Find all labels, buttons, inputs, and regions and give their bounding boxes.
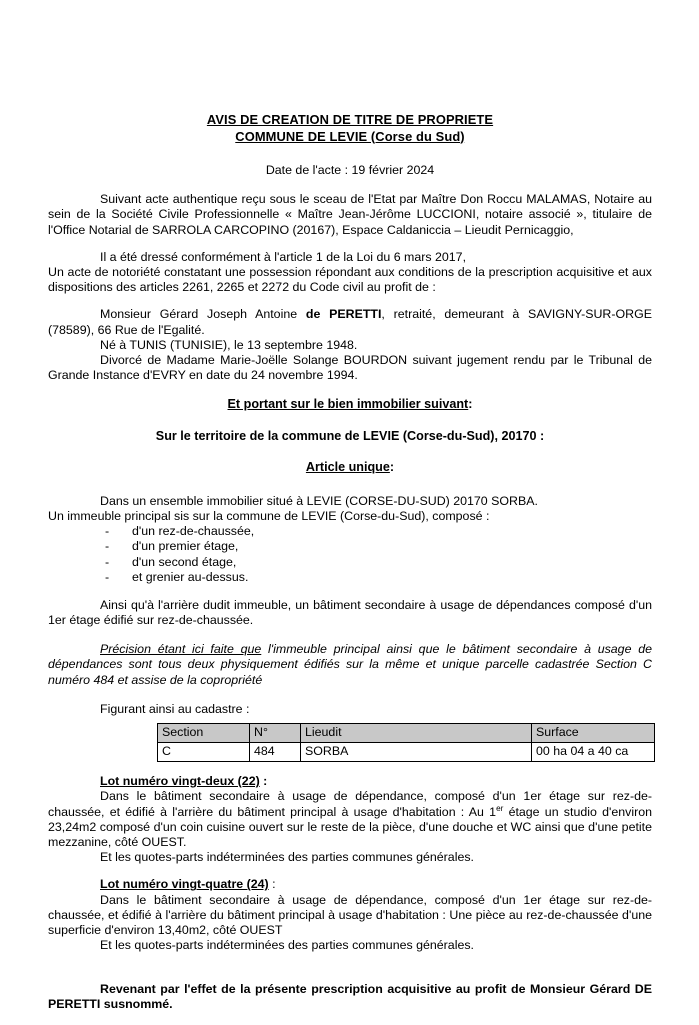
column-header-surface: Surface — [532, 723, 655, 742]
list-item-label: et grenier au-dessus. — [132, 570, 249, 585]
lot-heading-24-text: Lot numéro vingt-quatre (24) — [100, 877, 269, 892]
lot-heading-24-colon: : — [268, 877, 276, 892]
bullet-dash-icon: - — [105, 539, 110, 554]
lot-24-quotes-parts: Et les quotes-parts indéterminées des parties communes générales. — [100, 938, 474, 953]
spacer — [48, 383, 652, 397]
list-item — [48, 570, 652, 585]
spacer — [48, 145, 652, 163]
spacer — [48, 178, 652, 192]
column-header-numero: N° — [250, 723, 301, 742]
list-item — [48, 555, 652, 570]
heading-bien-immobilier — [48, 397, 652, 412]
list-item — [48, 539, 652, 554]
cadastre-intro: Figurant ainsi au cadastre : — [100, 701, 250, 716]
heading-article-unique — [48, 460, 652, 475]
spacer — [48, 954, 652, 970]
closing-paragraph: Revenant par l'effet de la présente prescription acquisitive au profit de Monsieur Gérard DE PERETTI susnommé. — [48, 981, 652, 1012]
spacer — [48, 865, 652, 877]
spacer — [48, 238, 652, 250]
heading-bien-immobilier-colon: : — [468, 397, 473, 412]
document-body — [48, 112, 652, 1025]
heading-territoire: Sur le territoire de la commune de LEVIE (Corse-du-Sud), 20170 : — [155, 428, 545, 443]
cell-surface: 00 ha 04 a 40 ca — [532, 742, 655, 761]
bullet-dash-icon: - — [105, 570, 110, 585]
acte-date: Date de l'acte : 19 février 2024 — [265, 163, 435, 177]
spacer — [48, 413, 652, 429]
lot-heading-22 — [48, 774, 652, 789]
cell-numero: 484 — [250, 742, 301, 761]
bullet-dash-icon: - — [105, 554, 110, 569]
lot-22-quotes-parts: Et les quotes-parts indéterminées des parties communes générales. — [100, 850, 474, 865]
description-batiment-arriere: Ainsi qu'à l'arrière dudit immeuble, un bâtiment secondaire à usage de dépendances composé d'un 1er étage édifié sur rez-de-chaussée. — [48, 597, 652, 627]
table-row — [158, 742, 655, 761]
lot-heading-22-colon: : — [259, 773, 268, 788]
lot-22-description-part-1: Dans le bâtiment secondaire à usage de dépendance, composé d'un 1er étage sur rez-de-chaussée, et édifié à l'arrière du bâtiment principal à usage d'habitation : Au 1 — [48, 789, 652, 819]
description-precision-rest: l'immeuble principal ainsi que le bâtiment secondaire à usage de dépendances sont tous deux physiquement édifiés sur la même et unique parcelle cadastrée Section C numéro 484 et assise de la copropriété — [48, 642, 652, 687]
document-title-line-1-text: AVIS DE CREATION DE TITRE DE PROPRIETE — [206, 112, 494, 127]
beneficiaire-identity — [48, 307, 652, 337]
cadastre-table-body — [158, 742, 655, 761]
lot-24-description — [48, 893, 652, 939]
document-title-line-1 — [48, 112, 652, 129]
cadastre-table — [157, 723, 655, 762]
heading-bien-immobilier-text: Et portant sur le bien immobilier suivant — [227, 397, 469, 412]
description-line-1: Dans un ensemble immobilier situé à LEVIE (CORSE-DU-SUD) 20170 SORBA. — [100, 493, 538, 508]
cell-section: C — [158, 742, 250, 761]
lot-24-description-part-1: Dans le bâtiment secondaire à usage de dépendance, composé d'un 1er étage sur rez-de-chaussée, et édifié à l'arrière du bâtiment principal à usage d'habitation : Une pièce au rez-de-chaussée d'une superficie d'environ 13,40m2, côté OUEST — [48, 892, 652, 938]
beneficiaire-surname: de PERETTI — [305, 307, 382, 322]
table-header-row — [158, 723, 655, 742]
description-bullet-list — [48, 524, 652, 586]
spacer — [48, 628, 652, 642]
list-item-label: d'un rez-de-chaussée, — [132, 524, 255, 539]
list-item-label: d'un second étage, — [132, 554, 237, 569]
cadastre-table-header — [158, 723, 655, 742]
beneficiaire-address: , retraité, demeurant à SAVIGNY-SUR-ORGE (78589), 66 Rue de l'Egalité. — [48, 307, 652, 337]
document-title-line-2-text: COMMUNE DE LEVIE (Corse du Sud) — [235, 128, 465, 144]
spacer — [48, 586, 652, 598]
list-item-label: d'un premier étage, — [132, 539, 239, 554]
column-header-section: Section — [158, 723, 250, 742]
heading-article-unique-text: Article unique — [305, 460, 390, 475]
lot-heading-24 — [48, 877, 652, 892]
acte-paragraph-1: Suivant acte authentique reçu sous le sceau de l'Etat par Maître Don Roccu MALAMAS, Notaire au sein de la Société Civile Professionnelle « Maître Jean-Jérôme LUCCIONI, notaire associé », titulaire de l'Office Notarial de SARROLA CARCOPINO (20167), Espace Caldaniccia – Lieudit Pernicaggio, — [48, 192, 652, 237]
list-item — [48, 524, 652, 539]
heading-article-unique-colon: : — [389, 460, 395, 475]
column-header-lieudit: Lieudit — [301, 723, 532, 742]
spacer — [48, 762, 652, 774]
beneficiaire-name-prefix: Monsieur Gérard Joseph Antoine — [100, 307, 306, 322]
spacer — [48, 444, 652, 460]
lot-heading-22-text: Lot numéro vingt-deux (22) — [100, 773, 260, 788]
lot-22-ordinal-suffix: er — [496, 803, 504, 813]
spacer — [48, 295, 652, 307]
bullet-dash-icon: - — [105, 524, 110, 539]
spacer — [48, 688, 652, 702]
cell-lieudit: SORBA — [301, 742, 532, 761]
beneficiaire-marital-status: Divorcé de Madame Marie-Joëlle Solange BOURDON suivant jugement rendu par le Tribunal de Grande Instance d'EVRY en date du 24 novembre 1994. — [48, 353, 652, 383]
description-line-2: Un immeuble principal sis sur la commune de LEVIE (Corse-du-Sud), composé : — [48, 508, 490, 523]
acte-paragraph-2-rest: Un acte de notoriété constatant une possession répondant aux conditions de la prescription acquisitive et aux dispositions des articles 2261, 2265 et 2272 du Code civil au profit de : — [48, 265, 652, 295]
description-precision-lead: Précision étant ici faite que — [100, 642, 262, 657]
spacer — [48, 476, 652, 494]
acte-paragraph-2-line-1: Il a été dressé conformément à l'article 1 de la Loi du 6 mars 2017, — [100, 249, 467, 264]
lot-22-description-part-2: étage un studio d'environ 23,24m2 composé d'un coin cuisine ouvert sur le reste de la pièce, d'une douche et WC ainsi que d'une petite mezzanine, côté OUEST. — [48, 804, 652, 849]
beneficiaire-birth: Né à TUNIS (TUNISIE), le 13 septembre 1948. — [100, 337, 358, 352]
document-title-line-2 — [48, 129, 652, 146]
description-precision — [48, 642, 652, 688]
lot-22-description — [48, 789, 652, 850]
